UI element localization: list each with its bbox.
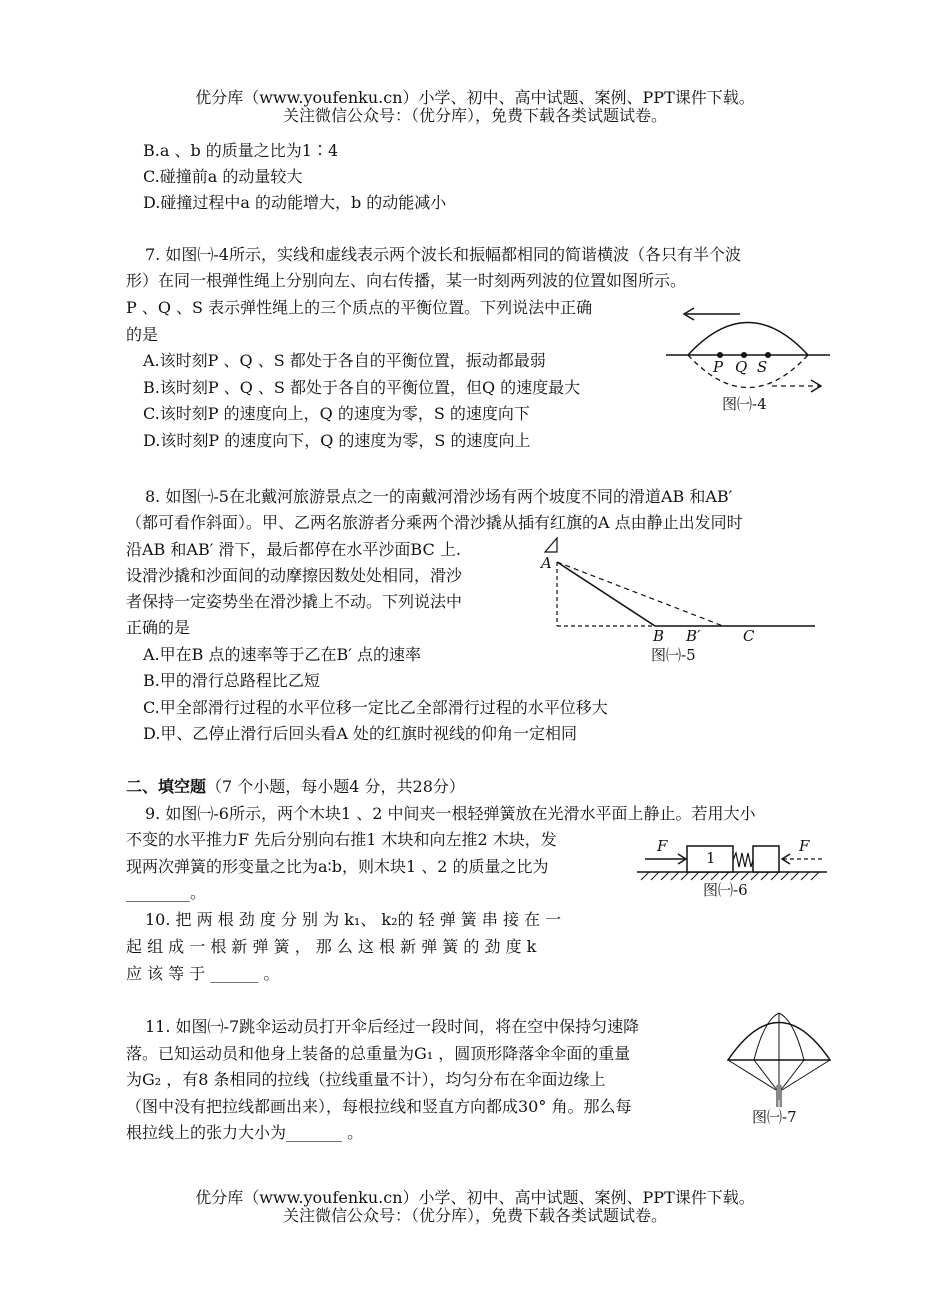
label-p: P [713, 358, 724, 376]
parachutist [776, 1084, 782, 1107]
canopy-seam-2 [779, 1013, 804, 1060]
figure-7-caption: 图㈠-7 [752, 1108, 797, 1126]
q9-line-3: 现两次弹簧的形变量之比为a∶b，则木块1 、2 的质量之比为 [126, 857, 549, 876]
q7-option-d: D.该时刻P 的速度向下，Q 的速度为零，S 的速度向上 [143, 431, 531, 450]
ground-hatch [641, 872, 819, 880]
label-c: C [743, 627, 755, 645]
label-b: B [653, 627, 665, 645]
q9-line-1: 9. 如图㈠-6所示，两个木块1 、2 中间夹一根轻弹簧放在光滑水平面上静止。若用大小 [145, 804, 756, 823]
q9-line-2: 不变的水平推力F 先后分别向右推1 木块和向左推2 木块，发 [126, 830, 557, 849]
label-s: S [757, 358, 768, 376]
suspension-line-2 [754, 1060, 777, 1090]
q6-option-b: B.a 、b 的质量之比为1∶4 [143, 141, 339, 160]
q7-line-2: 形）在同一根弹性绳上分别向左、向右传播，某一时刻两列波的位置如图所示。 [126, 271, 687, 290]
q8-line-3: 沿AB 和AB′ 滑下，最后都停在水平沙面BC 上. [126, 540, 461, 559]
q8-line-6: 正确的是 [126, 618, 191, 637]
q7-option-a: A.该时刻P 、Q 、S 都处于各自的平衡位置，振动都最弱 [143, 351, 546, 370]
q8-option-d: D.甲、乙停止滑行后回头看A 处的红旗时视线的仰角一定相同 [143, 724, 577, 743]
q8-option-a: A.甲在B 点的速率等于乙在B′ 点的速率 [143, 645, 421, 664]
footer-line-1: 优分库（www.youfenku.cn）小学、初中、高中试题、案例、PPT课件下载。 [195, 1188, 755, 1207]
figure-5-caption: 图㈠-5 [651, 646, 696, 664]
label-f-left: F [657, 837, 668, 855]
section-2-heading [126, 777, 465, 797]
dashed-wave [688, 355, 808, 388]
figure-4-caption: 图㈠-4 [722, 395, 767, 413]
q8-option-c: C.甲全部滑行过程的水平位移一定比乙全部滑行过程的水平位移大 [143, 698, 608, 717]
label-b-prime: B′ [686, 627, 701, 645]
footer-line-2: 关注微信公众号：（优分库），免费下载各类试题试卷。 [282, 1206, 667, 1225]
label-block-1: 1 [706, 849, 716, 867]
suspension-line-4 [781, 1060, 804, 1090]
figure-6-caption: 图㈠-6 [703, 881, 748, 899]
q7-line-1: 7. 如图㈠-4所示，实线和虚线表示两个波长和振幅都相同的简谐横波（各只有半个波 [145, 245, 741, 264]
q10-line-2: 起 组 成 一 根 新 弹 簧 ， 那 么 这 根 新 弹 簧 的 劲 度 k [126, 937, 537, 956]
block-2 [753, 846, 779, 872]
q7-line-3: P 、Q 、S 表示弹性绳上的三个质点的平衡位置。下列说法中正确 [126, 298, 593, 317]
red-flag [545, 538, 557, 552]
q6-option-c: C.碰撞前a 的动量较大 [143, 167, 303, 186]
q8-line-4: 设滑沙撬和沙面间的动摩擦因数处处相同，滑沙 [126, 566, 463, 585]
q6-option-d: D.碰撞过程中a 的动能增大，b 的动能减小 [143, 193, 447, 212]
figure-wave-diagram [660, 300, 840, 395]
q7-line-4: 的是 [126, 325, 159, 344]
label-f-right: F [799, 837, 810, 855]
suspension-line-5 [782, 1060, 830, 1090]
q10-line-1: 10. 把 两 根 劲 度 分 别 为 k₁、 k₂的 轻 弹 簧 串 接 在 一 [145, 910, 562, 929]
suspension-line-1 [728, 1060, 776, 1090]
section-2-title: 二、填空题 [126, 777, 207, 796]
q11-line-4: （图中没有把拉线都画出来），每根拉线和竖直方向都成30° 角。那么每 [126, 1097, 632, 1116]
q8-option-b: B.甲的滑行总路程比乙短 [143, 671, 320, 690]
q8-line-2: （都可看作斜面）。甲、乙两名旅游者分乘两个滑沙撬从插有红旗的A 点由静止出发同时 [126, 513, 743, 532]
q11-line-5: 根拉线上的张力大小为_______ 。 [126, 1123, 364, 1142]
q10-line-3: 应 该 等 于 ______ 。 [126, 964, 280, 983]
figure-parachute-diagram [724, 1005, 834, 1110]
q7-option-c: C.该时刻P 的速度向上，Q 的速度为零，S 的速度向下 [143, 404, 530, 423]
q7-option-b: B.该时刻P 、Q 、S 都处于各自的平衡位置，但Q 的速度最大 [143, 378, 581, 397]
q11-line-1: 11. 如图㈠-7跳伞运动员打开伞后经过一段时间，将在空中保持匀速降 [145, 1017, 640, 1036]
q8-line-1: 8. 如图㈠-5在北戴河旅游景点之一的南戴河滑沙场有两个坡度不同的滑道AB 和AB′ [145, 487, 733, 506]
label-a: A [541, 554, 552, 572]
q11-line-3: 为G₂ ，有8 条相同的拉线（拉线重量不计），均匀分布在伞面边缘上 [126, 1070, 606, 1089]
header-line-2: 关注微信公众号：（优分库），免费下载各类试题试卷。 [282, 106, 667, 125]
canopy-seam-1 [754, 1013, 779, 1060]
spring [733, 853, 753, 867]
q9-line-4: ________。 [126, 883, 207, 902]
figure-slope-diagram [535, 532, 825, 632]
label-q: Q [735, 358, 748, 376]
q11-line-2: 落。已知运动员和他身上装备的总重量为G₁ ，圆顶形降落伞伞面的重量 [126, 1044, 631, 1063]
slope-ab [557, 562, 655, 626]
header-line-1: 优分库（www.youfenku.cn）小学、初中、高中试题、案例、PPT课件下载。 [195, 88, 755, 107]
q8-line-5: 者保持一定姿势坐在滑沙撬上不动。下列说法中 [126, 592, 463, 611]
solid-wave [688, 323, 808, 356]
section-2-note: （7 个小题，每小题4 分，共28分） [206, 777, 465, 796]
